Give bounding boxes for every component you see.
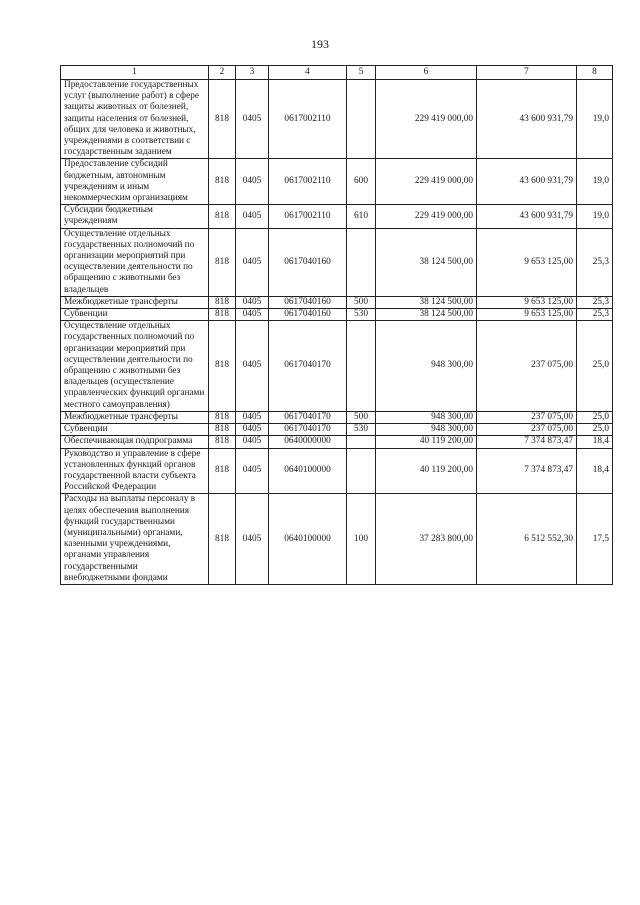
planned-amount: 38 124 500,00 (376, 309, 477, 321)
row-name: Межбюджетные трансферты (61, 411, 209, 423)
column-header-8: 8 (577, 66, 613, 80)
executed-amount: 43 600 931,79 (477, 159, 577, 205)
column-header-2: 2 (209, 66, 236, 80)
ved-code: 818 (209, 424, 236, 436)
execution-percent: 18,4 (577, 448, 613, 494)
expense-type-code: 500 (347, 296, 376, 308)
expense-type-code (347, 321, 376, 412)
section-code: 0405 (236, 159, 269, 205)
executed-amount: 6 512 552,30 (477, 494, 577, 585)
expense-type-code (347, 436, 376, 448)
row-name: Субвенции (61, 424, 209, 436)
planned-amount: 38 124 500,00 (376, 296, 477, 308)
expense-type-code: 610 (347, 205, 376, 228)
target-article-code: 0617040170 (269, 411, 347, 423)
planned-amount: 948 300,00 (376, 411, 477, 423)
planned-amount: 40 119 200,00 (376, 436, 477, 448)
planned-amount: 229 419 000,00 (376, 80, 477, 159)
expense-type-code: 500 (347, 411, 376, 423)
planned-amount: 948 300,00 (376, 424, 477, 436)
section-code: 0405 (236, 80, 269, 159)
row-name: Субвенции (61, 309, 209, 321)
execution-percent: 25,3 (577, 296, 613, 308)
table-row (61, 228, 613, 296)
execution-percent: 25,0 (577, 411, 613, 423)
column-header-1: 1 (61, 66, 209, 80)
expense-type-code: 100 (347, 494, 376, 585)
ved-code: 818 (209, 228, 236, 296)
execution-percent: 25,3 (577, 309, 613, 321)
target-article-code: 0617040170 (269, 424, 347, 436)
section-code: 0405 (236, 309, 269, 321)
execution-percent: 19,0 (577, 205, 613, 228)
header-row (61, 66, 613, 80)
section-code: 0405 (236, 448, 269, 494)
executed-amount: 43 600 931,79 (477, 80, 577, 159)
ved-code: 818 (209, 494, 236, 585)
planned-amount: 229 419 000,00 (376, 205, 477, 228)
section-code: 0405 (236, 424, 269, 436)
target-article-code: 0617040160 (269, 296, 347, 308)
executed-amount: 9 653 125,00 (477, 228, 577, 296)
section-code: 0405 (236, 228, 269, 296)
page-number: 193 (311, 37, 329, 51)
row-name: Руководство и управление в сфере установленных функций органов государственной власти субъекта Российской Федерации (61, 448, 209, 494)
row-name: Расходы на выплаты персоналу в целях обеспечения выполнения функций государственными (муниципальными) органами, казенными учреждениями, органами управления государственными внебюджетными фондами (61, 494, 209, 585)
execution-percent: 25,0 (577, 424, 613, 436)
execution-percent: 25,0 (577, 321, 613, 412)
execution-percent: 19,0 (577, 80, 613, 159)
table-row (61, 80, 613, 159)
ved-code: 818 (209, 411, 236, 423)
column-header-3: 3 (236, 66, 269, 80)
expense-type-code (347, 80, 376, 159)
executed-amount: 237 075,00 (477, 321, 577, 412)
ved-code: 818 (209, 448, 236, 494)
table-row (61, 309, 613, 321)
table-row (61, 321, 613, 412)
target-article-code: 0617002110 (269, 205, 347, 228)
ved-code: 818 (209, 436, 236, 448)
row-name: Субсидии бюджетным учреждениям (61, 205, 209, 228)
target-article-code: 0617002110 (269, 80, 347, 159)
executed-amount: 7 374 873,47 (477, 436, 577, 448)
section-code: 0405 (236, 411, 269, 423)
target-article-code: 0640100000 (269, 448, 347, 494)
table-row (61, 205, 613, 228)
ved-code: 818 (209, 321, 236, 412)
column-header-4: 4 (269, 66, 347, 80)
row-name: Осуществление отдельных государственных полномочий по организации мероприятий при осуществлении деятельности по обращению с животными без владельцев (осуществление управленческих функций органами местного самоуправления) (61, 321, 209, 412)
row-name: Осуществление отдельных государственных полномочий по организации мероприятий при осуществлении деятельности по обращению с животными без владельцев (61, 228, 209, 296)
expense-type-code: 600 (347, 159, 376, 205)
ved-code: 818 (209, 309, 236, 321)
ved-code: 818 (209, 80, 236, 159)
table-row (61, 159, 613, 205)
table-header (61, 66, 613, 80)
section-code: 0405 (236, 321, 269, 412)
executed-amount: 237 075,00 (477, 411, 577, 423)
section-code: 0405 (236, 436, 269, 448)
target-article-code: 0617002110 (269, 159, 347, 205)
target-article-code: 0617040160 (269, 309, 347, 321)
executed-amount: 7 374 873,47 (477, 448, 577, 494)
planned-amount: 229 419 000,00 (376, 159, 477, 205)
execution-percent: 18,4 (577, 436, 613, 448)
table-row (61, 424, 613, 436)
table-row (61, 494, 613, 585)
target-article-code: 0640100000 (269, 494, 347, 585)
planned-amount: 40 119 200,00 (376, 448, 477, 494)
executed-amount: 9 653 125,00 (477, 309, 577, 321)
executed-amount: 9 653 125,00 (477, 296, 577, 308)
target-article-code: 0617040160 (269, 228, 347, 296)
section-code: 0405 (236, 494, 269, 585)
planned-amount: 948 300,00 (376, 321, 477, 412)
table-row (61, 296, 613, 308)
column-header-5: 5 (347, 66, 376, 80)
expense-type-code: 530 (347, 309, 376, 321)
target-article-code: 0640000000 (269, 436, 347, 448)
column-header-6: 6 (376, 66, 477, 80)
row-name: Обеспечивающая подпрограмма (61, 436, 209, 448)
row-name: Предоставление субсидий бюджетным, автономным учреждениям и иным некоммерческим организациям (61, 159, 209, 205)
ved-code: 818 (209, 159, 236, 205)
table-row (61, 411, 613, 423)
expense-type-code (347, 228, 376, 296)
executed-amount: 237 075,00 (477, 424, 577, 436)
row-name: Предоставление государственных услуг (выполнение работ) в сфере защиты животных от болезней, защиты населения от болезней, общих для человека и животных, учреждениями в соответствии с государственным заданием (61, 80, 209, 159)
planned-amount: 38 124 500,00 (376, 228, 477, 296)
section-code: 0405 (236, 296, 269, 308)
planned-amount: 37 283 800,00 (376, 494, 477, 585)
execution-percent: 25,3 (577, 228, 613, 296)
executed-amount: 43 600 931,79 (477, 205, 577, 228)
execution-percent: 19,0 (577, 159, 613, 205)
ved-code: 818 (209, 296, 236, 308)
section-code: 0405 (236, 205, 269, 228)
column-header-7: 7 (477, 66, 577, 80)
table-body (61, 80, 613, 585)
ved-code: 818 (209, 205, 236, 228)
table-row (61, 436, 613, 448)
budget-table (60, 65, 613, 585)
execution-percent: 17,5 (577, 494, 613, 585)
target-article-code: 0617040170 (269, 321, 347, 412)
row-name: Межбюджетные трансферты (61, 296, 209, 308)
table-row (61, 448, 613, 494)
expense-type-code: 530 (347, 424, 376, 436)
expense-type-code (347, 448, 376, 494)
